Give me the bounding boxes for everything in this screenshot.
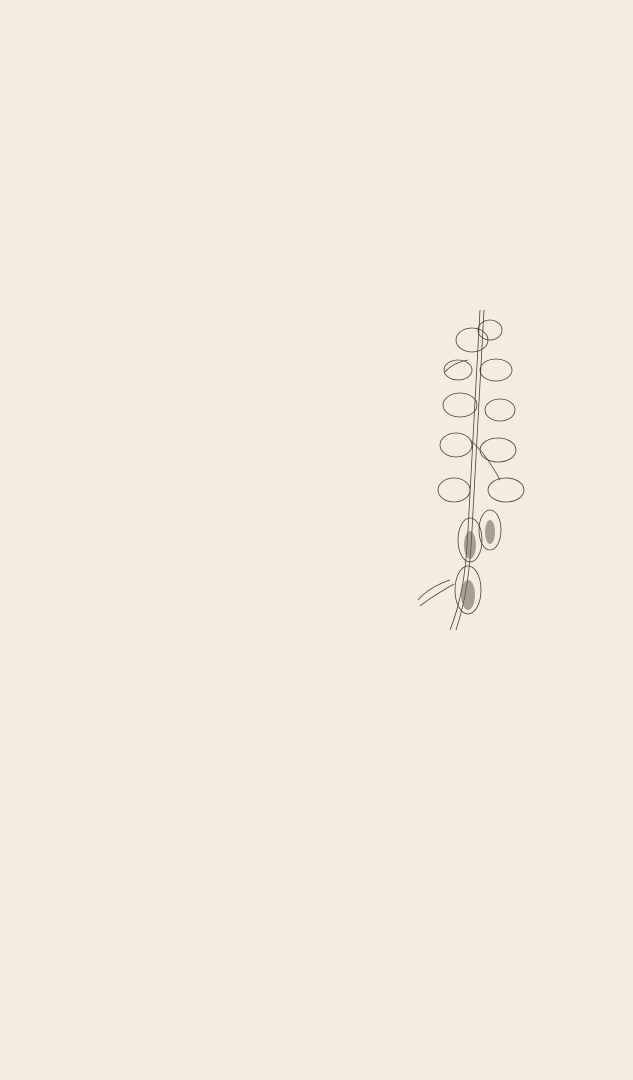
plant-illustration [410, 300, 540, 640]
